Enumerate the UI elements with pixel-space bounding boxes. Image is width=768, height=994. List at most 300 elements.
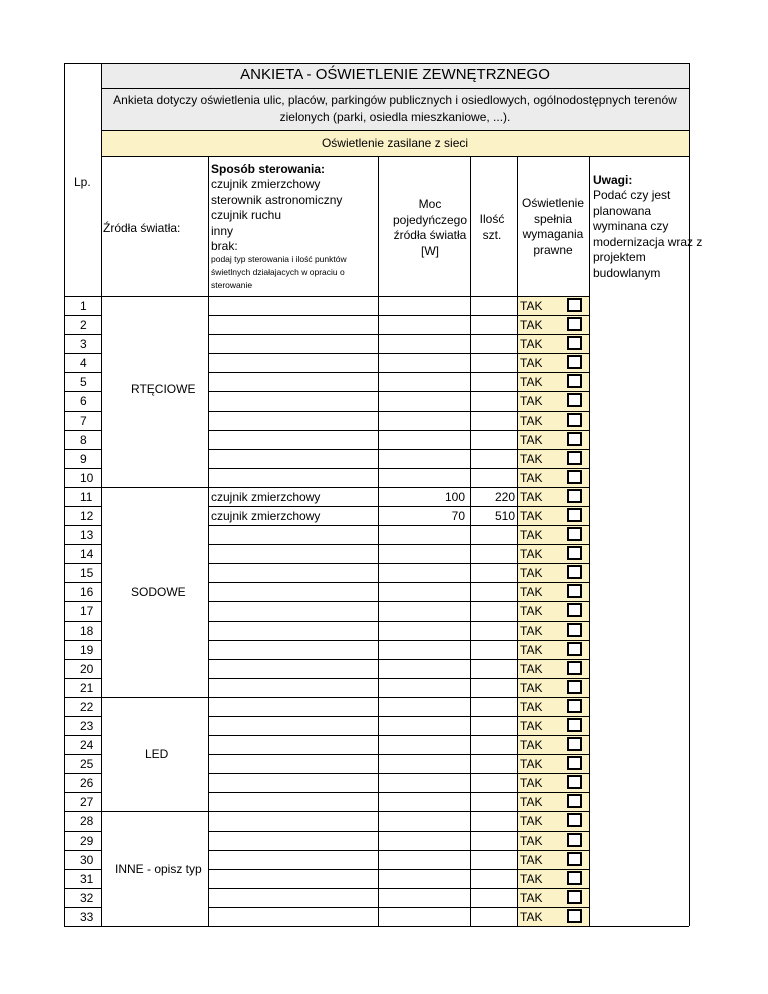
compliance-checkbox[interactable] (567, 508, 582, 522)
compliance-checkbox[interactable] (567, 546, 582, 560)
power-cell[interactable] (378, 773, 470, 792)
row-number: 18 (80, 623, 94, 638)
control-cell[interactable] (208, 582, 378, 601)
compliance-checkbox[interactable] (567, 527, 582, 541)
power-cell[interactable] (378, 659, 470, 678)
power-cell[interactable] (378, 544, 470, 563)
compliance-checkbox[interactable] (567, 813, 582, 827)
count-cell[interactable] (470, 907, 517, 926)
h-line (64, 697, 101, 698)
tak-label: TAK (520, 509, 543, 523)
h-line (208, 926, 589, 927)
power-cell[interactable] (378, 697, 470, 716)
count-cell[interactable] (470, 697, 517, 716)
count-cell[interactable] (470, 315, 517, 334)
compliance-checkbox[interactable] (567, 432, 582, 446)
tak-label: TAK (520, 642, 543, 657)
h-line (208, 353, 589, 354)
count-cell[interactable] (470, 716, 517, 735)
count-value: 220 (494, 489, 515, 504)
remarks-header-line: modernizacja wraz z (593, 234, 703, 249)
count-cell[interactable] (470, 678, 517, 697)
row-number: 24 (80, 738, 94, 753)
h-line (208, 449, 589, 450)
h-line (64, 353, 101, 354)
tak-label: TAK (520, 661, 543, 676)
compliance-checkbox[interactable] (567, 699, 582, 713)
h-line (64, 315, 101, 316)
group-label-inne: INNE - opisz typ (115, 862, 202, 876)
power-header-line: [W] (421, 243, 439, 258)
compliance-checkbox[interactable] (567, 871, 582, 885)
count-cell[interactable] (470, 525, 517, 544)
h-line (64, 926, 101, 927)
compliance-checkbox[interactable] (567, 603, 582, 617)
count-cell[interactable] (470, 831, 517, 850)
frame-top (64, 63, 689, 64)
control-cell[interactable] (208, 353, 378, 372)
power-cell[interactable] (378, 831, 470, 850)
h-line (64, 468, 101, 469)
control-cell[interactable] (208, 468, 378, 487)
count-cell[interactable] (470, 754, 517, 773)
group-boundary (101, 487, 208, 488)
count-cell[interactable] (470, 582, 517, 601)
power-value: 70 (451, 509, 465, 523)
count-cell[interactable] (470, 449, 517, 468)
count-cell[interactable] (470, 601, 517, 620)
power-cell[interactable] (378, 449, 470, 468)
count-cell[interactable] (470, 544, 517, 563)
control-cell[interactable] (208, 735, 378, 754)
power-cell[interactable] (378, 334, 470, 353)
row-number: 26 (80, 776, 94, 791)
tak-label: TAK (520, 890, 543, 905)
desc-bottom (101, 130, 689, 131)
h-line (64, 792, 101, 793)
tak-label: TAK (520, 547, 543, 562)
compliance-checkbox[interactable] (567, 661, 582, 675)
power-cell[interactable] (378, 850, 470, 869)
remarks-header-line: budowlanym (593, 265, 661, 280)
h-line (208, 544, 589, 545)
h-line (208, 468, 589, 469)
control-cell[interactable] (208, 334, 378, 353)
count-cell[interactable] (470, 334, 517, 353)
count-value: 510 (494, 509, 515, 523)
row-number: 15 (80, 566, 94, 581)
power-cell[interactable] (378, 391, 470, 410)
description-line-2: zielonych (parki, osiedla mieszkaniowe, ...). (279, 110, 511, 124)
power-cell[interactable] (378, 430, 470, 449)
tak-label: TAK (520, 394, 543, 409)
count-cell[interactable] (470, 869, 517, 888)
row-number: 28 (80, 814, 94, 829)
tak-label: TAK (520, 356, 543, 371)
power-cell[interactable] (378, 621, 470, 640)
power-cell[interactable] (378, 640, 470, 659)
control-value: czujnik zmierzchowy (211, 489, 321, 504)
h-line (208, 716, 589, 717)
h-line (208, 850, 589, 851)
row-number: 3 (80, 337, 87, 352)
compliance-header-line: prawne (533, 242, 573, 257)
power-cell[interactable] (378, 296, 470, 315)
count-header-line: szt. (482, 227, 502, 242)
h-line (64, 411, 101, 412)
h-line (64, 449, 101, 450)
count-cell[interactable] (470, 640, 517, 659)
tak-label: TAK (520, 604, 543, 619)
h-line (208, 869, 589, 870)
tak-label: TAK (520, 470, 543, 485)
h-line (208, 621, 589, 622)
row-number: 23 (80, 719, 94, 733)
row-number: 31 (80, 871, 94, 886)
count-cell[interactable] (470, 773, 517, 792)
tak-label: TAK (520, 699, 543, 714)
power-cell[interactable] (378, 563, 470, 582)
power-cell[interactable] (378, 468, 470, 487)
tak-label: TAK (520, 814, 543, 829)
h-line (64, 678, 101, 679)
count-cell[interactable] (470, 659, 517, 678)
h-line (64, 544, 101, 545)
control-cell[interactable] (208, 372, 378, 391)
compliance-checkbox[interactable] (567, 756, 582, 770)
h-line (208, 487, 589, 488)
count-cell[interactable] (470, 411, 517, 430)
control-cell[interactable] (208, 697, 378, 716)
control-cell[interactable] (208, 659, 378, 678)
h-line (208, 430, 589, 431)
count-cell[interactable] (470, 563, 517, 582)
compliance-checkbox[interactable] (567, 642, 582, 656)
control-option: inny (211, 223, 234, 238)
power-cell[interactable] (378, 811, 470, 830)
compliance-checkbox[interactable] (567, 909, 582, 923)
power-header-line: Moc (418, 197, 442, 211)
control-cell[interactable] (208, 869, 378, 888)
compliance-checkbox[interactable] (567, 623, 582, 637)
control-cell[interactable] (208, 792, 378, 811)
row-number: 12 (80, 509, 94, 523)
power-cell[interactable] (378, 315, 470, 334)
tak-label: TAK (520, 318, 543, 333)
tak-label: TAK (520, 432, 543, 447)
control-cell[interactable] (208, 601, 378, 620)
row-number: 21 (80, 680, 94, 695)
section-bottom (101, 156, 689, 157)
control-cell[interactable] (208, 449, 378, 468)
h-line (208, 735, 589, 736)
tak-label: TAK (520, 776, 543, 791)
count-cell[interactable] (470, 621, 517, 640)
compliance-checkbox[interactable] (567, 317, 582, 331)
h-line (64, 621, 101, 622)
h-line (64, 735, 101, 736)
control-note-line: świetlnych działajacych w opraciu o (211, 267, 345, 277)
h-line (208, 411, 589, 412)
h-line (208, 315, 589, 316)
lp-divider-header (101, 63, 102, 296)
compliance-header-line: Oświetlenie (521, 196, 585, 210)
power-cell[interactable] (378, 678, 470, 697)
tak-label: TAK (520, 757, 543, 772)
power-cell[interactable] (378, 353, 470, 372)
power-cell[interactable] (378, 869, 470, 888)
remarks-header-line: Podać czy jest (593, 188, 671, 202)
compliance-checkbox[interactable] (567, 565, 582, 579)
compliance-checkbox[interactable] (567, 584, 582, 598)
h-line (64, 773, 101, 774)
count-cell[interactable] (470, 391, 517, 410)
row-number: 33 (80, 909, 94, 924)
description-line-1: Ankieta dotyczy oświetlenia ulic, placów, parkingów publicznych i osiedlowych, ogólnodostępnych terenów (113, 93, 677, 107)
control-note-line: sterowanie (211, 280, 253, 290)
tak-label: TAK (520, 680, 543, 695)
compliance-checkbox[interactable] (567, 374, 582, 388)
compliance-checkbox[interactable] (567, 890, 582, 904)
tak-label: TAK (520, 585, 543, 600)
count-cell[interactable] (470, 353, 517, 372)
count-cell[interactable] (470, 850, 517, 869)
power-header-line: źródła światła (393, 228, 467, 242)
control-cell[interactable] (208, 621, 378, 640)
h-line (64, 563, 101, 564)
h-line (208, 563, 589, 564)
h-line (208, 391, 589, 392)
remarks-header-line: projektem (593, 250, 646, 264)
row-number: 11 (80, 489, 93, 504)
control-cell[interactable] (208, 716, 378, 735)
compliance-checkbox[interactable] (567, 718, 582, 732)
row-number: 32 (80, 890, 94, 905)
row-number: 30 (80, 852, 94, 867)
row-number: 29 (80, 833, 94, 848)
row-number: 5 (80, 375, 87, 390)
compliance-checkbox[interactable] (567, 413, 582, 427)
control-option: brak: (211, 239, 238, 253)
power-cell[interactable] (378, 372, 470, 391)
row-number: 16 (80, 585, 94, 600)
h-line (208, 601, 589, 602)
row-number: 17 (80, 604, 94, 619)
power-cell[interactable] (378, 601, 470, 620)
h-line (208, 372, 589, 373)
group-boundary (101, 811, 208, 812)
h-line (208, 773, 589, 774)
h-line (208, 831, 589, 832)
compliance-checkbox[interactable] (567, 833, 582, 847)
control-cell[interactable] (208, 391, 378, 410)
power-cell[interactable] (378, 888, 470, 907)
group-label-sodowe: SODOWE (131, 585, 186, 599)
h-line (64, 372, 101, 373)
control-cell[interactable] (208, 544, 378, 563)
h-line (64, 582, 101, 583)
compliance-header-line: spełnia (533, 211, 573, 226)
h-line (64, 850, 101, 851)
compliance-checkbox[interactable] (567, 794, 582, 808)
count-cell[interactable] (470, 296, 517, 315)
tak-label: TAK (520, 871, 543, 886)
h-line (208, 525, 589, 526)
count-cell[interactable] (470, 430, 517, 449)
tak-label: TAK (520, 489, 543, 504)
h-line (208, 811, 589, 812)
tak-label: TAK (520, 451, 543, 466)
count-cell[interactable] (470, 811, 517, 830)
tak-label: TAK (520, 299, 543, 313)
compliance-checkbox[interactable] (567, 680, 582, 694)
count-header-line: Ilość (479, 212, 505, 226)
power-cell[interactable] (378, 716, 470, 735)
row-number: 13 (80, 528, 94, 543)
control-cell[interactable] (208, 773, 378, 792)
row-number: 22 (80, 699, 94, 714)
remarks-header-line: wyminana czy (593, 219, 669, 233)
control-cell[interactable] (208, 640, 378, 659)
control-option: sterownik astronomiczny (211, 192, 343, 207)
h-line (208, 678, 589, 679)
compliance-checkbox[interactable] (567, 336, 582, 350)
h-line (64, 907, 101, 908)
row-number: 27 (80, 795, 94, 810)
h-line (208, 888, 589, 889)
frame-right (689, 63, 690, 926)
compliance-checkbox[interactable] (567, 852, 582, 866)
header-control-title: Sposób sterowania: (211, 162, 326, 176)
power-cell[interactable] (378, 582, 470, 601)
row-number: 1 (80, 299, 87, 313)
count-cell[interactable] (470, 735, 517, 754)
h-line (64, 487, 101, 488)
control-cell[interactable] (208, 811, 378, 830)
compliance-checkbox[interactable] (567, 775, 582, 789)
row-number: 9 (80, 451, 87, 466)
power-cell[interactable] (378, 735, 470, 754)
tak-label: TAK (520, 413, 543, 428)
section-title: Oświetlenie zasilane z sieci (321, 136, 469, 150)
count-cell[interactable] (470, 792, 517, 811)
tak-label: TAK (520, 852, 543, 867)
h-line (64, 430, 101, 431)
tak-label: TAK (520, 623, 543, 638)
power-cell[interactable] (378, 907, 470, 926)
power-cell[interactable] (378, 411, 470, 430)
control-cell[interactable] (208, 678, 378, 697)
power-cell[interactable] (378, 792, 470, 811)
v-line (589, 156, 590, 926)
h-line (208, 506, 589, 507)
v-line (101, 296, 102, 926)
control-cell[interactable] (208, 525, 378, 544)
h-line (64, 525, 101, 526)
control-cell[interactable] (208, 831, 378, 850)
tak-label: TAK (520, 528, 543, 543)
h-line (64, 601, 101, 602)
row-number: 25 (80, 757, 94, 772)
compliance-checkbox[interactable] (567, 393, 582, 407)
h-line (64, 391, 101, 392)
h-line (64, 659, 101, 660)
control-cell[interactable] (208, 850, 378, 869)
row-number: 19 (80, 642, 94, 657)
header-remarks-title: Uwagi: (593, 173, 633, 187)
power-cell[interactable] (378, 525, 470, 544)
control-note-line: podaj typ sterowania i ilość punktów (211, 254, 347, 264)
tak-label: TAK (520, 833, 543, 848)
power-value: 100 (444, 489, 465, 504)
count-cell[interactable] (470, 372, 517, 391)
row-number: 2 (80, 318, 87, 333)
row-number: 6 (80, 394, 87, 409)
row-number: 8 (80, 432, 87, 447)
h-line (208, 792, 589, 793)
group-boundary (101, 296, 208, 297)
h-line (64, 811, 101, 812)
control-cell[interactable] (208, 888, 378, 907)
header-lp: Lp. (74, 175, 91, 189)
tak-label: TAK (520, 337, 543, 352)
h-line (64, 888, 101, 889)
compliance-checkbox[interactable] (567, 470, 582, 484)
control-value: czujnik zmierzchowy (211, 509, 321, 523)
title-bottom (101, 88, 689, 89)
h-line (64, 831, 101, 832)
compliance-checkbox[interactable] (567, 451, 582, 465)
header-source: Źródła światła: (103, 221, 181, 235)
row-number: 20 (80, 661, 94, 676)
h-line (208, 907, 589, 908)
h-line (64, 640, 101, 641)
control-cell[interactable] (208, 296, 378, 315)
h-line (208, 754, 589, 755)
count-cell[interactable] (470, 888, 517, 907)
tak-label: TAK (520, 566, 543, 581)
h-line (208, 640, 589, 641)
group-label-rteciowe: RTĘCIOWE (131, 382, 196, 396)
control-cell[interactable] (208, 430, 378, 449)
tak-label: TAK (520, 719, 543, 733)
tak-label: TAK (520, 909, 543, 924)
tak-label: TAK (520, 375, 543, 390)
control-cell[interactable] (208, 754, 378, 773)
compliance-checkbox[interactable] (567, 737, 582, 751)
h-line (64, 716, 101, 717)
h-line (64, 869, 101, 870)
power-cell[interactable] (378, 754, 470, 773)
row-number: 14 (80, 547, 94, 562)
control-cell[interactable] (208, 315, 378, 334)
control-option: czujnik ruchu (211, 208, 282, 222)
survey-title: ANKIETA - OŚWIETLENIE ZEWNĘTRZNEGO (240, 66, 550, 83)
compliance-checkbox[interactable] (567, 355, 582, 369)
group-label-led: LED (145, 747, 169, 761)
control-cell[interactable] (208, 907, 378, 926)
control-cell[interactable] (208, 563, 378, 582)
h-line (64, 334, 101, 335)
compliance-checkbox[interactable] (567, 489, 582, 503)
control-cell[interactable] (208, 411, 378, 430)
group-boundary (101, 697, 208, 698)
compliance-checkbox[interactable] (567, 298, 582, 312)
remarks-header-line: planowana (593, 203, 652, 218)
frame-left (64, 63, 65, 926)
count-cell[interactable] (470, 468, 517, 487)
control-option: czujnik zmierzchowy (211, 177, 321, 191)
